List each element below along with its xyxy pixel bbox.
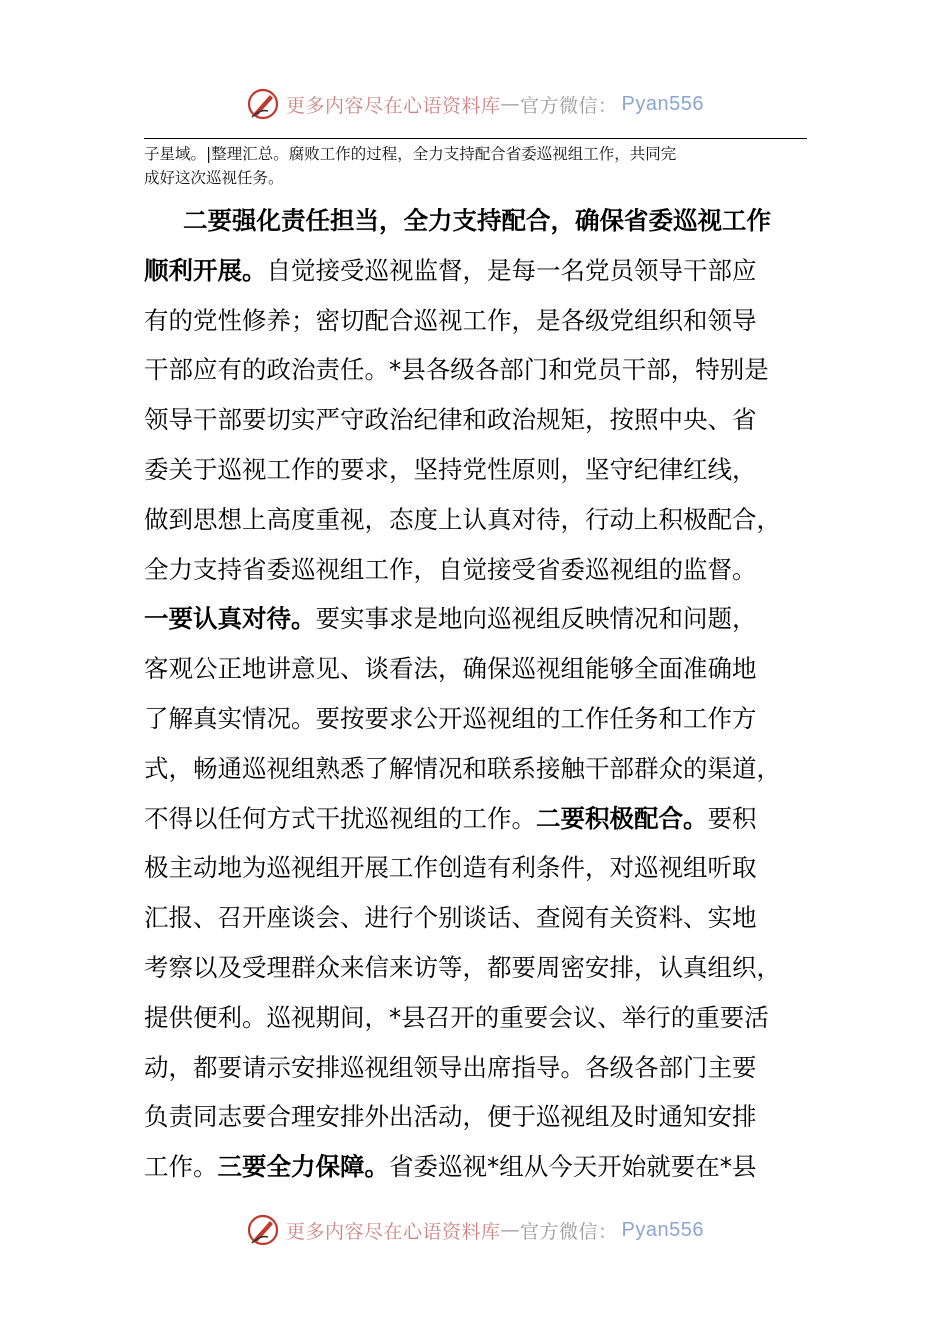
subheading-text: 三要全力保障。 <box>217 1152 389 1182</box>
continuation-line: 子星域。|整理汇总。腐败工作的过程，全力支持配合省委巡视组工作，共同完 <box>144 145 677 163</box>
body-text: 不得以任何方式干扰巡视组的工作。 <box>144 803 536 833</box>
body-text: 工作。 <box>144 1152 218 1182</box>
body-line: 考察以及受理群众来信来访等，都要周密安排，认真组织， <box>144 952 781 982</box>
heading-text: 二要强化责任担当，全力支持配合，确保省委巡视工作 <box>183 206 771 235</box>
body-text: 自觉接受巡视监督，是每一名党员领导干部应 <box>266 255 757 285</box>
pen-logo-icon <box>246 87 280 121</box>
body-line: 做到思想上高度重视，态度上认真对待，行动上积极配合， <box>144 504 781 534</box>
body-line: 负责同志要合理安排外出活动，便于巡视组及时通知安排 <box>144 1102 757 1132</box>
body-line <box>144 246 807 296</box>
body-line: 有的党性修养；密切配合巡视工作，是各级党组织和领导 <box>144 305 757 335</box>
heading-text: 顺利开展。 <box>144 255 267 285</box>
continuation-text <box>144 142 807 190</box>
pen-logo-icon <box>246 1213 280 1247</box>
body-line: 汇报、召开座谈会、进行个别谈话、查阅有关资料、实地 <box>144 903 757 933</box>
banner-brand: 更多内容尽在心语资料库 <box>286 1220 501 1243</box>
banner-dash: — <box>500 1219 521 1241</box>
continuation-line: 成好这次巡视任务。 <box>144 169 284 187</box>
body-text: 要积 <box>707 803 757 833</box>
body-line <box>144 1142 807 1192</box>
body-line: 干部应有的政治责任。*县各级各部门和党员干部，特别是 <box>144 355 769 385</box>
body-line <box>144 794 807 844</box>
subheading-text: 一要认真对待。 <box>144 604 316 634</box>
body-line: 全力支持省委巡视组工作，自觉接受省委巡视组的监督。 <box>144 554 757 584</box>
banner-wechat-id: Pyan556 <box>621 92 704 115</box>
body-line: 领导干部要切实严守政治纪律和政治规矩，按照中央、省 <box>144 405 757 435</box>
header-watermark-banner <box>0 82 950 126</box>
banner-wechat-id: Pyan556 <box>621 1218 704 1241</box>
document-body <box>144 196 807 1192</box>
body-line <box>144 594 807 644</box>
body-line: 客观公正地讲意见、谈看法，确保巡视组能够全面准确地 <box>144 654 757 684</box>
banner-official-label: 官方微信： <box>520 1220 618 1243</box>
banner-official-label: 官方微信： <box>520 94 618 117</box>
banner-brand: 更多内容尽在心语资料库 <box>286 94 501 117</box>
body-line: 了解真实情况。要按要求公开巡视组的工作任务和工作方 <box>144 703 757 733</box>
body-line: 极主动地为巡视组开展工作创造有利条件，对巡视组听取 <box>144 853 757 883</box>
footer-watermark-banner <box>0 1208 950 1252</box>
subheading-text: 二要积极配合。 <box>536 803 708 833</box>
body-text: 省委巡视*组从今天开始就要在*县 <box>389 1152 757 1182</box>
body-line: 提供便利。巡视期间，*县召开的重要会议、举行的重要活 <box>144 1002 769 1032</box>
banner-dash: — <box>500 93 521 115</box>
body-line: 动，都要请示安排巡视组领导出席指导。各级各部门主要 <box>144 1052 757 1082</box>
body-line: 委关于巡视工作的要求，坚持党性原则，坚守纪律红线， <box>144 454 757 484</box>
body-line <box>144 196 807 246</box>
body-line: 式，畅通巡视组熟悉了解情况和联系接触干部群众的渠道， <box>144 753 781 783</box>
header-divider <box>144 138 807 139</box>
body-text: 要实事求是地向巡视组反映情况和问题， <box>315 604 757 634</box>
